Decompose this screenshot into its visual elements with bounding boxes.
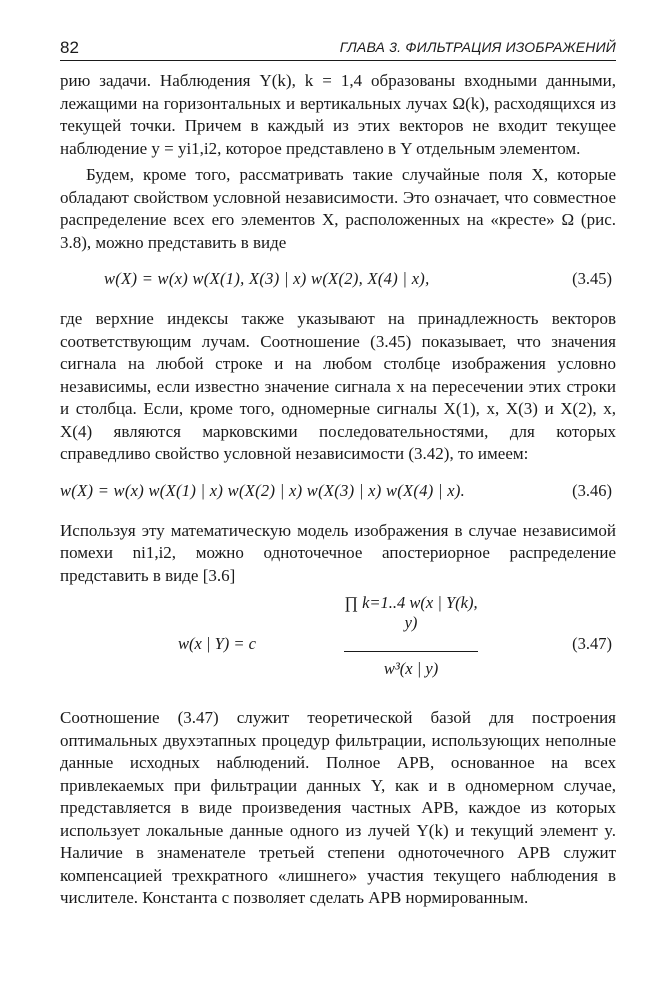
body-text xyxy=(60,70,616,910)
equation-3-45-formula: w(X) = w(x) w(X(1), X(3) | x) w(X(2), X(4) | x), xyxy=(104,269,430,288)
page-number: 82 xyxy=(60,38,79,57)
paragraph-4: Используя эту математическую модель изображения в случае независимой помехи ni1,i2, можно одноточечное апостериорное распределение представить в виде [3.6] xyxy=(60,520,616,585)
running-header xyxy=(60,36,616,61)
paragraph-3: где верхние индексы также указывают на принадлежность векторов соответствующим лучам. Соотношение (3.45) показывает, что значения сигнала на любой строке и на любом столбце изображения условно независимы, если известно значение сигнала x на пересечении этих строки и столбца. Если, кроме того, одномерные сигналы X(1), x, X(3) и X(2), x, X(4) являются марковскими последовательностями, для которых справедливо свойство условной независимости (3.42), то имеем: xyxy=(60,309,616,463)
equation-3-45-number: (3.45) xyxy=(572,269,612,288)
equation-3-45 xyxy=(60,254,616,308)
paragraph-5: Соотношение (3.47) служит теоретической базой для построения оптимальных двухэтапных процедур фильтрации, использующих неполные данные исходных наблюдений. Полное АРВ, основанное на всех привлекаемых при фильтрации данных Y, как и в одномерном случае, представляется в виде произведения частных АРВ, каждое из которых использует локальные данные одного из лучей Y(k) и текущий элемент y. Наличие в знаменателе третьей степени одноточечного АРВ служит компенсацией трехкратного «лишнего» участия текущего наблюдения в числителе. Константа c позволяет сделать АРВ нормированным. xyxy=(60,708,616,907)
equation-3-47-denominator: w³(x | y) xyxy=(383,659,439,678)
equation-3-47-number: (3.47) xyxy=(572,634,612,653)
equation-3-46 xyxy=(60,466,616,520)
paragraph-1: рию задачи. Наблюдения Y(k), k = 1,4 образованы входными данными, лежащими на горизонтальных и вертикальных лучах Ω(k), расходящихся из текущей точки. Причем в каждый из этих векторов не входит текущее наблюдение y = yi1,i2, которое представлено в Y отдельным элементом. xyxy=(60,71,616,158)
equation-3-47-lhs: w(x | Y) = c xyxy=(178,634,256,653)
equation-3-46-number: (3.46) xyxy=(572,480,612,500)
equation-3-46-formula: w(X) = w(x) w(X(1) | x) w(X(2) | x) w(X(3) | x) w(X(4) | x). xyxy=(60,480,466,500)
paragraph-2: Будем, кроме того, рассматривать такие случайные поля X, которые обладают свойством условной независимости. Это означает, что совместное распределение всех его элементов X, расположенных на «кресте» Ω (рис. 3.8), можно представить в виде xyxy=(60,165,616,252)
equation-3-47-fraction xyxy=(344,591,478,681)
chapter-title: ГЛАВА 3. ФИЛЬТРАЦИЯ ИЗОБРАЖЕНИЙ xyxy=(339,39,616,55)
equation-3-47-numerator: ∏ k=1..4 w(x | Y(k), y) xyxy=(344,593,478,632)
equation-3-47 xyxy=(60,587,616,707)
